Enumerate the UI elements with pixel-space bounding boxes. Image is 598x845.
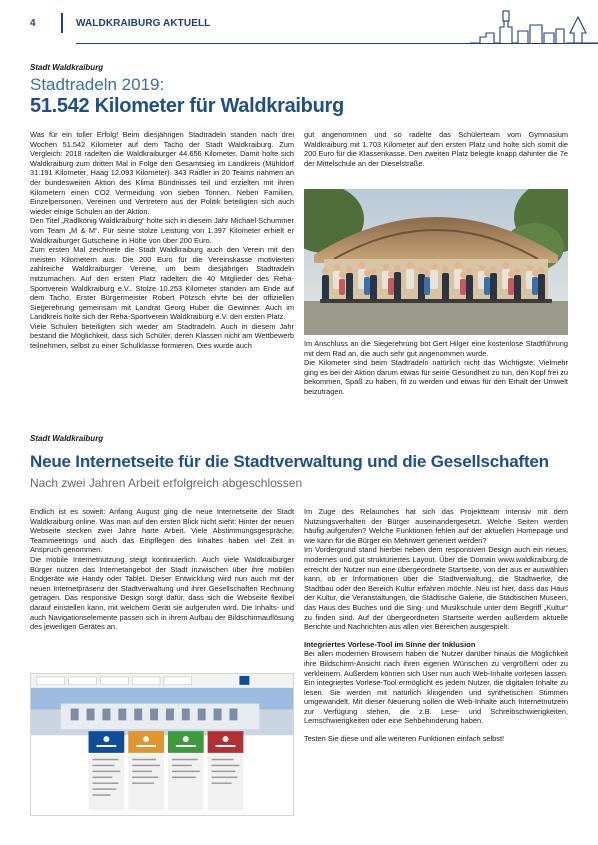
stadtradeln-group-photo [304,189,568,335]
article2-subtitle: Nach zwei Jahren Arbeit erfolgreich abgeschlossen [30,476,303,490]
header-divider [61,13,63,33]
article2-paragraph: Die mobile Internetnutzung steigt kontinuierlich. Auch viele Waldkraiburger Bürger nutzen das Internetangebot der Stadt inzwischen über ihre mobilen Endgeräte wie Handy oder Tablet. Dieser Entwicklung wird nun auch mit der neuen Internetpräsenz der Stadtverwaltung und ihrer Gesellschaften Rechnung getragen. Das responsive Design sorgt dafür, dass sich die Webseite flexibel darauf einstellen kann, mit welchem Gerät sie aufgerufen wird. Die Inhalts- und auch Navigationselemente passen sich in ihrem Aufbau der Bildschirmauflösung des jeweiligen Gerätes an. [30,554,294,632]
article2-left-column [30,507,294,632]
article1-right-top: gut angenommen und so radelte das Schülerteam vom Gymnasium Waldkraiburg mit 1.703 Kilometer auf den ersten Platz und holte sich somit die 200 Euro für die Klassenkasse. Den zweiten Platz belegte knapp dahinter die 7e der Mittelschule an der Dieselstraße. [304,130,568,168]
article1-paragraph: Den Titel „Radlkönig Waldkraiburg“ holte sich in diesem Jahr Michael Schummer vom Team „M & M“. Für seine stolze Leistung von 1.397 Kilometer erhielt er Waldkraiburger Gutscheine in Höhe von über 200 Euro. [30,216,294,245]
article2-kicker: Stadt Waldkraiburg [30,434,104,443]
article1-right-bottom [304,339,568,397]
article1-paragraph: Was für ein toller Erfolg! Beim diesjährigen Stadtradeln standen nach drei Wochen 51.542 Kilometer auf dem Tacho der Stadt Waldkraiburg. Zum Vergleich: 2018 radelten die Waldkraiburger 44.656 Kilometer. Damit holte sich Waldkraiburg zum dritten Mal in Folge den Gesamtsieg im Landkreis (Mühldorf 31.191 Kilometer, Haag 12.093 Kilometer). 343 Radler in 20 Teams nahmen an der bundesweiten Aktion des Klima Bündnisses teil und erzielten mit ihren Kilometern einen CO2 Vermeidung von sieben Tonnen. Neben Familien, Einzelpersonen, Vereinen und Vertretern aus der Politik beteiligten sich auch wieder einige Schulen an der Aktion. [30,130,294,216]
article1-paragraph: Die Kilometer sind beim Stadtradeln natürlich nicht das Wichtigste. Vielmehr ging es bei der Aktion darum etwas für seine Gesundheit zu tun, den Kopf frei zu bekommen, Spaß zu haben, fit zu werden und etwas für den Erhalt der Umwelt beizutragen. [304,358,568,396]
article2-paragraph: Im Zuge des Relaunches hat sich das Projektteam intensiv mit dem Nutzungsverhalten der Bürger auseinandergesetzt. Welche Seiten werden häufig aufgerufen? Welche Funktionen fehlen auf der aktuellen Homepage und wie kann für die Bürger ein Mehrwert generiert werden? [304,507,568,545]
website-screenshot [30,673,294,816]
article1-kicker: Stadt Waldkraiburg [30,63,104,72]
article2-closing: Testen Sie diese und alle weiteren Funktionen einfach selbst! [304,734,505,744]
article2-paragraph: Endlich ist es soweit: Anfang August ging die neue Internetseite der Stadt Waldkraiburg online. Was man auf den ersten Blick nicht sieht: Hinter der neuen Webseite stecken zwei Jahre harte Arbeit. Viele Abstimmungsgespräche, Teammeetings und auch das Einpflegen des Inhaltes haben viel Zeit in Anspruch genommen. [30,507,294,555]
article1-paragraph: Zum ersten Mal zeichnete die Stadt Waldkraiburg auch den Verein mit den meisten Kilometern aus. Die 200 Euro für die Vereinskasse motivierten zahlreiche Waldkraiburger Vereine, um beim diesjährigen Stadtradeln mitzumachen. Auf den ersten Platz radelten die 40 Mitglieder des Reha-Sportverein Waldkraiburg e.V.. Stolze 10.253 Kilometer standen am Ende auf dem Tacho. Erster Bürgermeister Robert Pötzsch ehrte bei der offiziellen Siegerehrung gemeinsam mit Landrat Georg Huber die Gewinner. Auch im Landkreis holte sich der Reha-Sportverein Waldkraiburg e.V. den ersten Platz. [30,245,294,322]
article1-left-column [30,130,294,351]
article1-paragraph: Im Anschluss an die Siegerehrung bot Gert Hilger eine kostenlose Stadtführung mit dem Rad an, die auch sehr gut angenommen wurde. [304,339,568,358]
article2-paragraph: Im Vordergrund stand hierbei neben dem responsiven Design auch ein neues, modernes und gut strukturiertes Layout. Über die Domain www.waldkraiburg.de erreicht der Nutzer nun eine übergeordnete Startseite, von der aus er auswählen kann, ob er Informationen über die Stadtverwaltung, die Stadtwerke, die Stadtbau oder den Bereich Kultur erfahren möchte. Neu ist hier, dass das Haus der Kultur, die Veranstaltungen, die Städtische Galerie, die Städtischen Museen, das Haus des Buches und die Sing- und Musikschule unter dem Begriff „Kultur“ zu finden sind. Auf der übergeordneten Startseite werden außerdem aktuelle Berichte und Nachrichten aus allen vier Bereichen ausgespielt. [304,545,568,632]
article1-subtitle: Stadtradeln 2019: [30,75,165,94]
page-number: 4 [30,18,36,29]
city-skyline-logo [470,7,598,45]
inclusion-section-heading: Integriertes Vorlese-Tool im Sinne der Inklusion [304,639,476,649]
article2-title: Neue Internetseite für die Stadtverwaltung und die Gesellschaften [30,452,549,471]
article1-paragraph: Viele Schulen beteiligten sich wieder am Stadtradeln. Auch in diesem Jahr bestand die Möglichkeit, dass sich Schüler, deren Klassen nicht am Wettbewerb teilnehmen, selbst zu einer Schulklasse formieren. Dies wurde auch [30,321,294,351]
magazine-title: WALDKRAIBURG AKTUELL [76,18,211,29]
article1-title: 51.542 Kilometer für Waldkraiburg [30,95,344,117]
article2-right-column [304,507,568,744]
article2-paragraph: Bei allen modernen Browsern haben die Nutzer darüber hinaus die Möglichkeit ihre Bildschirm-Ansicht nach ihren eigenen Wünschen zu vergrößern oder zu verkleinern. Außerdem können sich User nun auch Web-Inhalte vorlesen lassen. Ein integriertes Vorlese-Tool ermöglicht es jedem Nutzer, die digitalen Inhalte zu lesen. Sie werden mit natürlich klingenden und synthetischen Stimmen umgewandelt. Mit dieser Neuerung sollen die Web-Inhalte auch Internetnutzern zur Verfügung stehen, die z.B. Lese- und Schreibschwierigkeiten, Lernschwierigkeiten oder eine Sehbehinderung haben. [304,649,568,726]
